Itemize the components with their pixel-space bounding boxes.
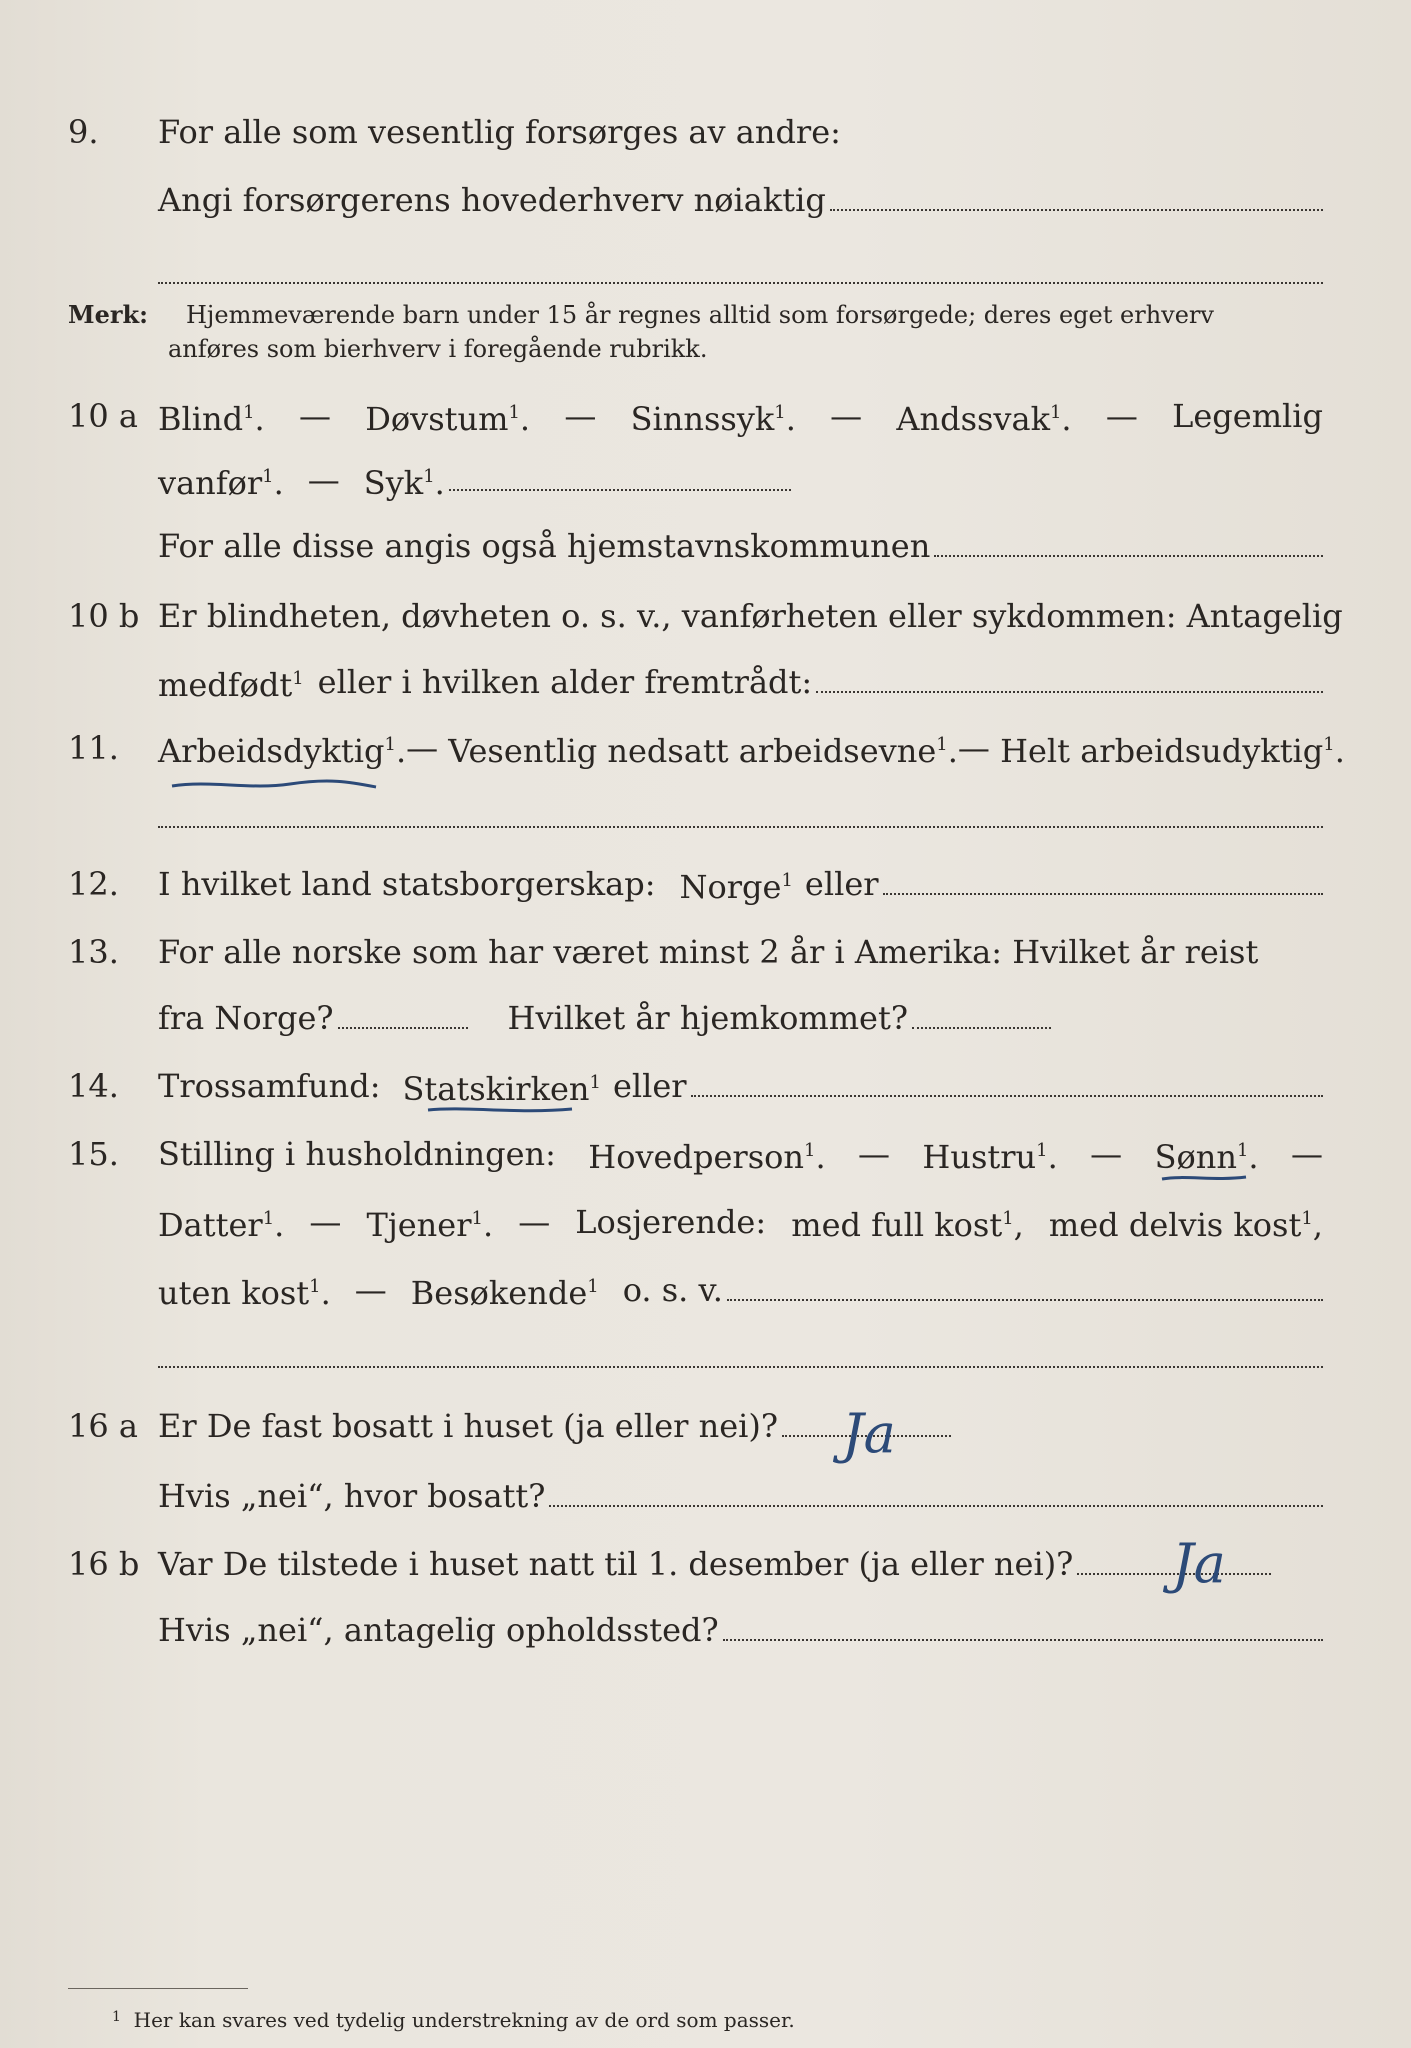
q10a-line3 xyxy=(0,518,1411,574)
q12-text: I hvilket land statsborgerskap: xyxy=(158,865,656,903)
q10a-opt-blind: Blind$^1$. xyxy=(158,400,265,438)
q15-opt-delvis-kost: med delvis kost$^1$, xyxy=(1048,1206,1323,1244)
q10a-opt-dovstum: Døvstum$^1$. xyxy=(365,400,531,438)
q10b-line1 xyxy=(0,588,1411,644)
q10a-hjemstavn-field[interactable] xyxy=(934,553,1323,557)
q12-opt-norge: Norge$^1$ xyxy=(679,868,793,906)
q9-line1 xyxy=(0,104,1411,160)
q9-text: For alle som vesentlig forsørges av andre: xyxy=(158,113,841,151)
q11-number: 11. xyxy=(68,729,119,767)
q10a-line1: 10 a Blind$^1$. — Døvstum$^1$. — Sinnssyk$^1$. — Andssvak$^1$. — Legemlig xyxy=(0,388,1411,444)
q11-opt-udyktig: Helt arbeidsudyktig$^1$. xyxy=(1000,732,1345,770)
q16a-text: Er De fast bosatt i huset (ja eller nei)? xyxy=(158,1407,779,1445)
q14-handwritten-underline xyxy=(426,1104,576,1116)
q16b-line2 xyxy=(0,1602,1411,1658)
q14-answer-field[interactable] xyxy=(691,1093,1323,1097)
q10a-opt-syk: Syk$^1$. xyxy=(363,464,445,502)
q10b-line2 xyxy=(0,654,1411,710)
q11-answer-line[interactable] xyxy=(158,826,1323,828)
q10a-hjemstavn-prompt: For alle disse angis også hjemstavnskommunen xyxy=(158,527,931,565)
q14-tail: eller xyxy=(612,1067,687,1105)
q16a-line2 xyxy=(0,1468,1411,1524)
q10b-text: Er blindheten, døvheten o. s. v., vanførheten eller sykdommen: Antagelig xyxy=(158,597,1343,635)
merk-line2: anføres som bierhverv i foregående rubrikk. xyxy=(168,335,708,363)
q13-reist-prompt: fra Norge? xyxy=(158,999,334,1037)
q16b-text: Var De tilstede i huset natt til 1. desember (ja eller nei)? xyxy=(158,1545,1074,1583)
q12-answer-field[interactable] xyxy=(883,891,1323,895)
q10b-prompt: eller i hvilken alder fremtrådt: xyxy=(317,663,813,701)
q16a-line1 xyxy=(0,1398,1411,1454)
q9-prompt: Angi forsørgerens hovederhverv nøiaktig xyxy=(158,181,826,219)
q16a-bosatt-field[interactable] xyxy=(549,1503,1323,1507)
merk-note xyxy=(68,298,1214,366)
q15-osv: o. s. v. xyxy=(622,1271,723,1309)
q10a-number: 10 a xyxy=(68,397,138,435)
q10a-line2: vanfør$^1$. — Syk$^1$. xyxy=(0,452,1411,508)
q9-answer-line2[interactable] xyxy=(158,282,1323,284)
q14-text: Trossamfund: xyxy=(158,1067,381,1105)
q12-tail: eller xyxy=(804,865,879,903)
q11-handwritten-underline xyxy=(170,778,380,792)
q11-line: 11. Arbeidsdyktig$^1$. — Vesentlig nedsatt arbeidsevne$^1$. — Helt arbeidsudyktig$^1$. xyxy=(0,720,1411,776)
q10b-number: 10 b xyxy=(68,597,140,635)
q14-opt-statskirken: Statskirken$^1$ xyxy=(402,1070,601,1108)
q15-opt-uten-kost: uten kost$^1$. xyxy=(158,1274,331,1312)
q13-text: For alle norske som har været minst 2 år i Amerika: Hvilket år reist xyxy=(158,933,1259,971)
q14-number: 14. xyxy=(68,1067,119,1105)
footnote-mark: 1 xyxy=(112,2009,121,2025)
q15-opt-full-kost: med full kost$^1$, xyxy=(791,1206,1024,1244)
q10a-opt-andssvak: Andssvak$^1$. xyxy=(896,400,1072,438)
q10a-answer-field[interactable] xyxy=(449,487,791,491)
q15-opt-hovedperson: Hovedperson$^1$. xyxy=(588,1138,826,1176)
q12-number: 12. xyxy=(68,865,119,903)
q16b-prompt: Hvis „nei“, antagelig opholdssted? xyxy=(158,1611,719,1649)
q15-opt-sonn: Sønn$^1$. xyxy=(1154,1138,1259,1176)
q9-line2 xyxy=(0,172,1411,228)
merk-line1: Hjemmeværende barn under 15 år regnes alltid som forsørgede; deres eget erhverv xyxy=(186,301,1214,329)
q16a-handwritten-answer: Ja xyxy=(842,1402,896,1465)
q15-line2: Datter$^1$. — Tjener$^1$. — Losjerende: med full kost$^1$, med delvis kost$^1$, xyxy=(0,1194,1411,1250)
q15-line1: 15. Stilling i husholdningen: Hovedperson$^1$. — Hustru$^1$. — Sønn$^1$. — xyxy=(0,1126,1411,1182)
q13-reist-field[interactable] xyxy=(338,1025,468,1029)
q15-number: 15. xyxy=(68,1135,119,1173)
q13-line2 xyxy=(0,990,1411,1046)
q9-number: 9. xyxy=(68,113,99,151)
q15-opt-tjener: Tjener$^1$. xyxy=(366,1206,494,1244)
q15-handwritten-underline xyxy=(1160,1172,1250,1184)
q10b-opt-medfodt: medfødt$^1$ xyxy=(158,666,304,704)
merk-label: Merk: xyxy=(68,300,148,329)
footnote xyxy=(112,2008,795,2032)
q11-opt-arbeidsdyktig: Arbeidsdyktig$^1$. xyxy=(158,732,407,770)
q13-number: 13. xyxy=(68,933,119,971)
q15-opt-hustru: Hustru$^1$. xyxy=(922,1138,1058,1176)
q14-line xyxy=(0,1058,1411,1114)
q11-opt-nedsatt: Vesentlig nedsatt arbeidsevne$^1$. xyxy=(448,732,958,770)
q13-hjemkommet-field[interactable] xyxy=(912,1025,1051,1029)
footnote-text: Her kan svares ved tydelig understrekning av de ord som passer. xyxy=(133,2008,795,2032)
q15-opt-datter: Datter$^1$. xyxy=(158,1206,285,1244)
q15-opt-besokende: Besøkende$^1$ xyxy=(410,1274,599,1312)
q15-opt-losjerende: Losjerende: xyxy=(575,1203,767,1241)
q15-answer-field[interactable] xyxy=(727,1297,1323,1301)
q10a-opt-legemlig: Legemlig xyxy=(1172,397,1323,435)
q16a-number: 16 a xyxy=(68,1407,138,1445)
q15-line3: uten kost$^1$. — Besøkende$^1$ o. s. v. xyxy=(0,1262,1411,1318)
q12-line xyxy=(0,856,1411,912)
q10a-opt-vanfor: vanfør$^1$. xyxy=(158,464,284,502)
q10b-answer-field[interactable] xyxy=(816,689,1323,693)
q16b-opholdssted-field[interactable] xyxy=(723,1637,1323,1641)
q10a-opt-sinnssyk: Sinnssyk$^1$. xyxy=(630,400,796,438)
q13-hjemkommet-prompt: Hvilket år hjemkommet? xyxy=(507,999,908,1037)
q15-answer-line[interactable] xyxy=(158,1366,1323,1368)
q16a-prompt: Hvis „nei“, hvor bosatt? xyxy=(158,1477,546,1515)
q9-answer-field[interactable] xyxy=(830,207,1323,211)
q13-line1 xyxy=(0,924,1411,980)
q16b-number: 16 b xyxy=(68,1545,140,1583)
footnote-divider xyxy=(68,1988,248,1989)
q15-lead: Stilling i husholdningen: xyxy=(158,1135,556,1173)
q16b-handwritten-answer: Ja xyxy=(1172,1532,1226,1595)
